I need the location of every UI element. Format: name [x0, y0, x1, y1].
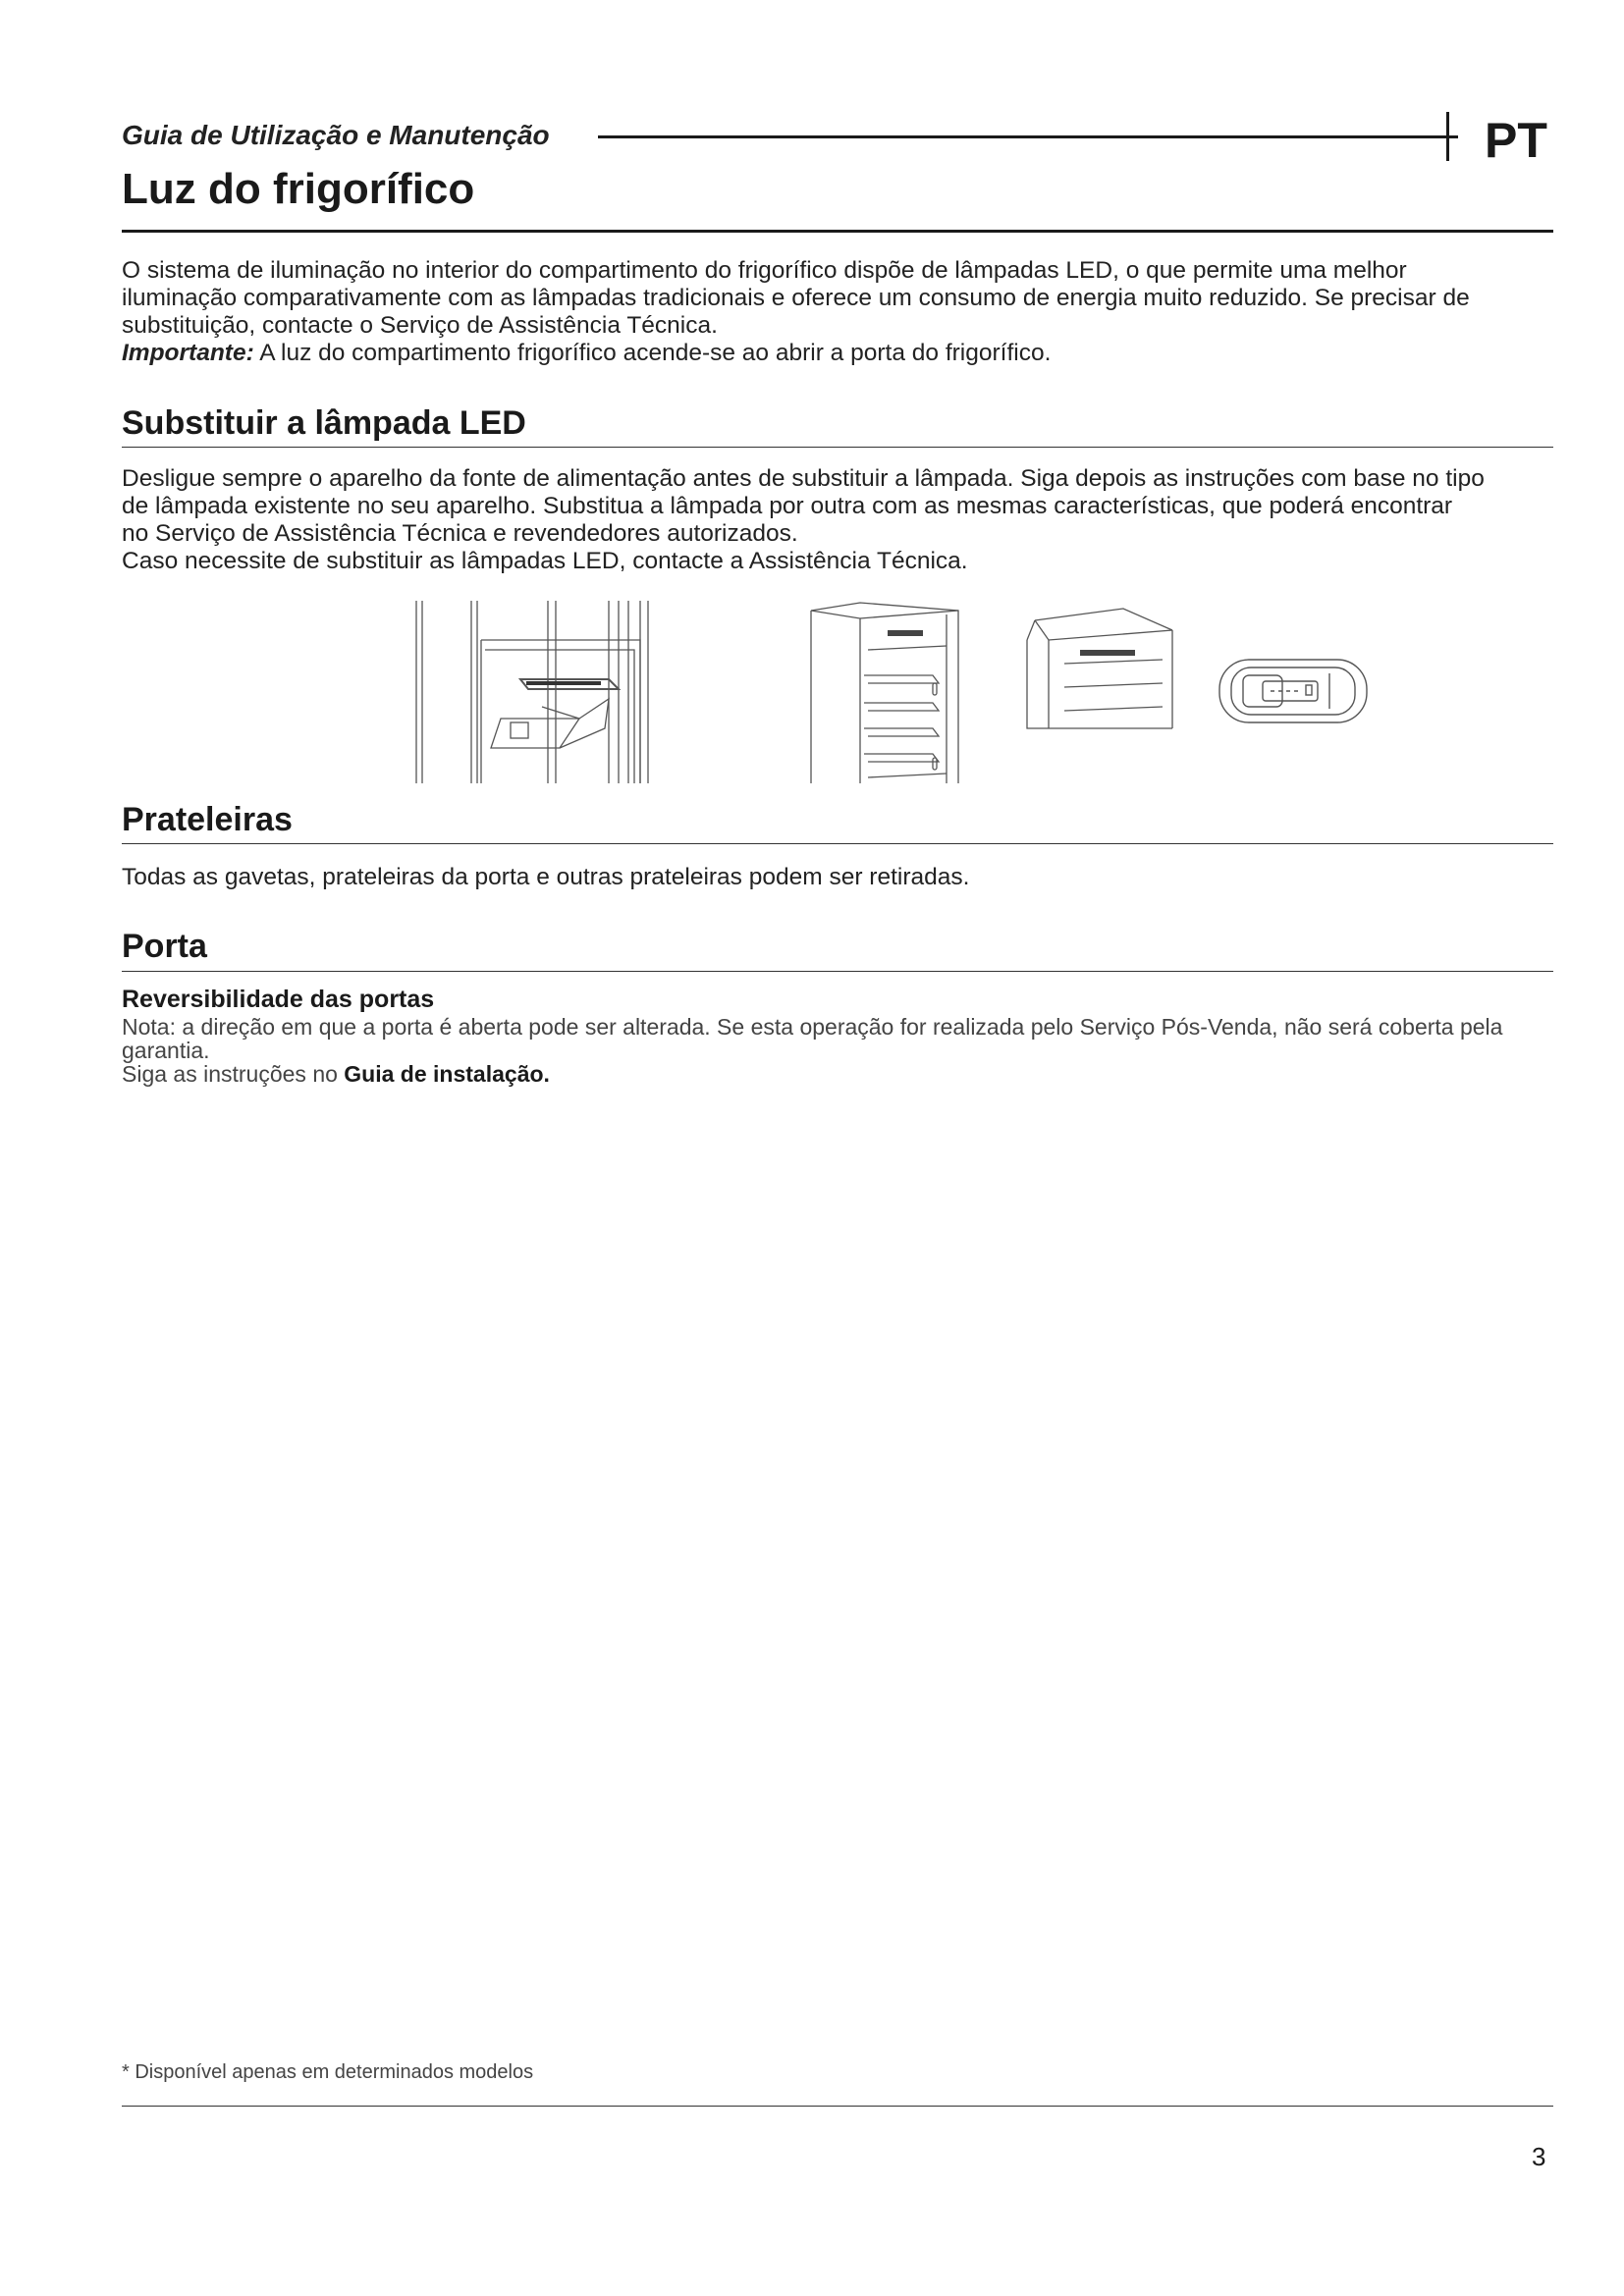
shelves-text: Todas as gavetas, prateleiras da porta e outras prateleiras podem ser retiradas.: [122, 864, 970, 890]
led-line: Desligue sempre o aparelho da fonte de alimentação antes de substituir a lâmpada. Siga depois as instruções com base no tipo: [122, 465, 1485, 492]
door-note: [122, 1015, 1553, 1086]
installation-guide-reference: Guia de instalação.: [344, 1061, 550, 1087]
led-line: no Serviço de Assistência Técnica e revendedores autorizados.: [122, 520, 798, 547]
light-cover-illustration: [1025, 601, 1182, 783]
important-label: Importante:: [122, 340, 254, 366]
instruction-prefix: Siga as instruções no: [122, 1061, 345, 1087]
shelves-paragraph: [122, 864, 1553, 891]
intro-line: O sistema de iluminação no interior do compartimento do frigorífico dispõe de lâmpadas LED, o que permite uma melhor: [122, 257, 1407, 284]
header-tick: [1446, 112, 1449, 161]
footer-rule: [122, 2106, 1553, 2107]
fridge-shelves-illustration: [809, 601, 986, 783]
guide-title: Guia de Utilização e Manutenção: [122, 120, 550, 150]
intro-paragraph: [122, 257, 1553, 367]
led-line: de lâmpada existente no seu aparelho. Substitua a lâmpada por outra com as mesmas características, que poderá encontrar: [122, 493, 1453, 519]
important-note: [122, 340, 1553, 367]
led-line: Caso necessite de substituir as lâmpadas LED, contacte a Assistência Técnica.: [122, 548, 968, 574]
manual-page: [122, 0, 1553, 2296]
fridge-interior-illustration: [412, 601, 697, 783]
language-code: PT: [1485, 113, 1547, 168]
page-number: 3: [1532, 2142, 1546, 2171]
intro-line: iluminação comparativamente com as lâmpadas tradicionais e oferece um consumo de energia muito reduzido. Se precisar de: [122, 285, 1470, 311]
header-rule: [598, 135, 1458, 138]
footnote: * Disponível apenas em determinados modelos: [122, 2061, 534, 2083]
title-rule: [122, 230, 1553, 233]
section-title-led: Substituir a lâmpada LED: [122, 404, 526, 442]
section-rule: [122, 447, 1553, 448]
door-subtitle: Reversibilidade das portas: [122, 986, 435, 1013]
section-title-shelves: Prateleiras: [122, 801, 293, 838]
door-note-line: Nota: a direção em que a porta é aberta pode ser alterada. Se esta operação for realizada pelo Serviço Pós-Venda, não será coberta pela: [122, 1014, 1503, 1040]
section-rule: [122, 843, 1553, 844]
led-module-icon: [1212, 601, 1379, 783]
door-instruction: [122, 1062, 1553, 1086]
section-rule: [122, 971, 1553, 972]
led-paragraph: [122, 465, 1553, 575]
intro-line: substituição, contacte o Serviço de Assistência Técnica.: [122, 312, 718, 339]
door-note-line: garantia.: [122, 1038, 210, 1063]
important-text: A luz do compartimento frigorífico acende-se ao abrir a porta do frigorífico.: [253, 340, 1052, 366]
section-title-door: Porta: [122, 928, 207, 965]
page-title: Luz do frigorífico: [122, 165, 475, 213]
